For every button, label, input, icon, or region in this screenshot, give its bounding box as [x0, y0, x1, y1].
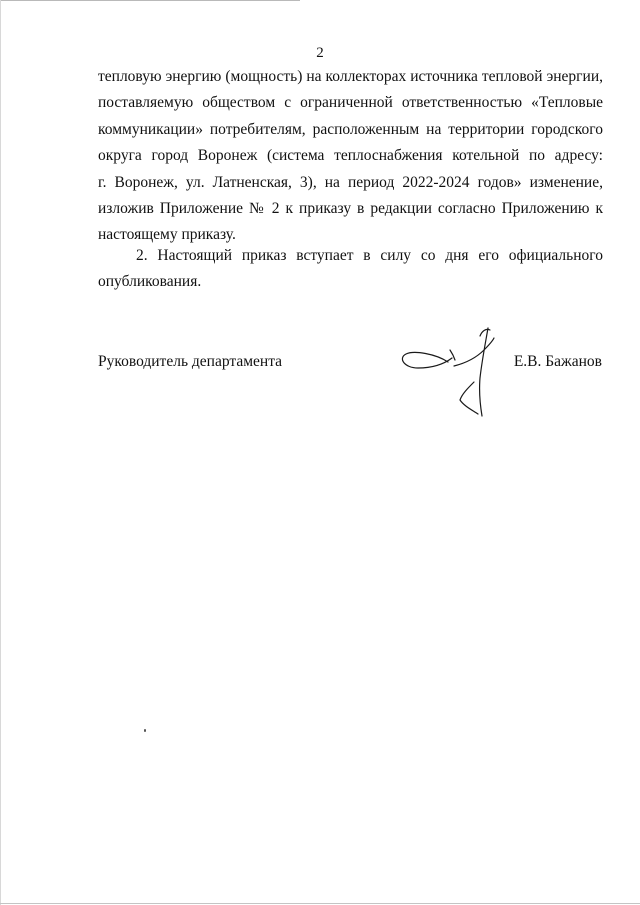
text-line: настоящему приказу. — [98, 226, 236, 244]
text-line: изложив Приложение № 2 к приказу в редакции согласно Приложению к — [98, 199, 603, 217]
text-line: округа город Воронеж (система теплоснабжения котельной по адресу: — [98, 147, 603, 165]
paragraph-2 — [98, 243, 603, 296]
scan-speck — [144, 729, 146, 732]
scan-edge-left — [0, 0, 1, 905]
paragraph-1 — [98, 64, 603, 249]
signer-name: Е.В. Бажанов — [513, 353, 602, 370]
text-line: г. Воронеж, ул. Латненская, 3), на период 2022-2024 годов» изменение, — [98, 173, 603, 191]
text-line: тепловую энергию (мощность) на коллекторах источника тепловой энергии, — [98, 68, 603, 85]
text-line: поставляемую обществом с ограниченной ответственностью «Тепловые — [98, 94, 603, 112]
signer-position: Руководитель департамента — [98, 353, 283, 370]
text-line: коммуникации» потребителям, расположенным на территории городского — [98, 120, 603, 138]
text-line: опубликования. — [98, 273, 202, 291]
page-number: 2 — [316, 45, 324, 61]
scan-edge-top — [0, 0, 300, 1]
text-line: 2. Настоящий приказ вступает в силу со дня его официального — [136, 247, 603, 264]
handwritten-signature — [392, 320, 512, 420]
scan-edge-bottom — [0, 903, 640, 904]
